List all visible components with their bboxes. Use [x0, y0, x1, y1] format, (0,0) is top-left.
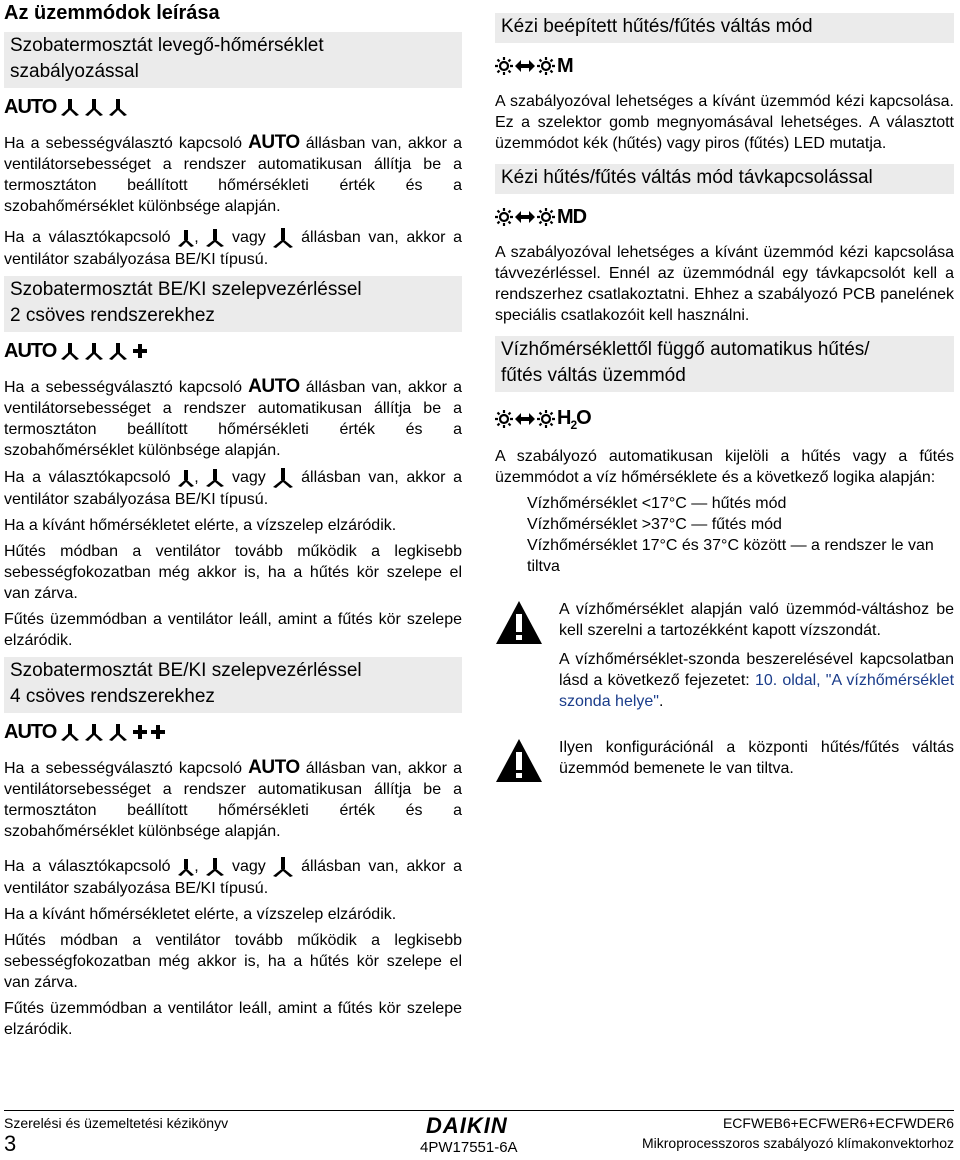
page-number: 3 — [4, 1131, 17, 1156]
text: Ha a sebességválasztó kapcsoló — [4, 135, 243, 152]
paragraph: A szabályozóval lehetséges a kívánt üzemmód kézi kapcsolása távvezérléssel. Ennél az üzemmódnál egy távkapcsolót kell a rendszerhez csatlakoztatni. Ehhez a szabályozó PCB panelének speciális csatlakozóit kell használni. — [495, 244, 954, 324]
fan-icon — [206, 468, 224, 488]
text: vagy — [232, 858, 266, 876]
text: O — [576, 406, 591, 429]
paragraph — [4, 376, 462, 461]
model-names: ECFWEB6+ECFWER6+ECFWDER6 — [722, 1115, 954, 1131]
sun-icon — [495, 410, 513, 428]
mode-symbol-remote — [495, 198, 954, 236]
auto-symbol: AUTO — [4, 339, 57, 362]
warning-text — [559, 737, 954, 790]
text: , — [194, 469, 199, 487]
text: vagy — [232, 469, 266, 487]
text: állásban van, akkor a ventilátor szabályozása BE/KI típusú. — [4, 858, 462, 897]
text: . — [658, 693, 664, 710]
heading-line-2: 4 csöves rendszerekhez — [10, 686, 215, 707]
double-arrow-icon — [515, 59, 535, 73]
page-footer — [4, 1110, 954, 1159]
fan-icon — [58, 722, 130, 742]
paragraph: Ha a kívánt hőmérsékletet elérte, a vízszelep elzáródik. — [4, 906, 397, 923]
paragraph — [4, 227, 462, 270]
double-arrow-icon — [515, 412, 535, 426]
logic-item: Vízhőmérséklet 17°C és 37°C között — a rendszer le van tiltva — [527, 537, 934, 575]
auto-label: AUTO — [248, 132, 300, 153]
paragraph — [559, 649, 954, 712]
logic-item: Vízhőmérséklet <17°C — hűtés mód — [527, 495, 787, 512]
text: Ha a sebességválasztó kapcsoló — [4, 379, 243, 396]
fan-icon — [178, 229, 194, 247]
paragraph: Fűtés üzemmódban a ventilátor leáll, amint a fűtés kör szelepe elzáródik. — [4, 1000, 462, 1038]
manual-title: Szerelési és üzemeltetési kézikönyv — [4, 1115, 229, 1131]
warning-icon-wrap — [495, 599, 543, 717]
brand-logo: DAIKIN — [426, 1113, 508, 1138]
text: Ha a választókapcsoló — [4, 858, 171, 876]
left-column — [4, 0, 462, 1045]
mode-symbol-water — [495, 400, 954, 438]
fan-icon — [206, 857, 224, 877]
mode-letter — [557, 407, 591, 432]
paragraph — [4, 132, 462, 217]
section-heading-air-temp — [4, 32, 462, 88]
paragraph: A szabályozó automatikusan kijelöli a hűtés vagy a fűtés üzemmódot a víz hőmérséklete és a következő logika alapján: — [495, 448, 954, 486]
text: A vízhőmérséklet-szonda beszerelésével kapcsolatban lásd a következő fejezetet: — [559, 651, 954, 689]
section-heading-water-temp — [495, 336, 954, 392]
text: vagy — [232, 229, 266, 247]
fan-icon — [273, 856, 293, 878]
heading-line-2: szabályozással — [10, 61, 139, 82]
auto-label: AUTO — [248, 376, 300, 397]
fan-icon — [178, 469, 194, 487]
section-heading-manual-changeover: Kézi beépített hűtés/fűtés váltás mód — [495, 13, 954, 43]
paragraph — [4, 856, 462, 899]
logic-list — [495, 493, 954, 577]
document-code: 4PW17551-6A — [420, 1139, 518, 1156]
right-column — [495, 0, 954, 790]
warning-icon-wrap — [495, 737, 543, 790]
sun-icon — [495, 208, 513, 226]
warning-block — [495, 599, 954, 717]
warning-icon — [495, 599, 543, 647]
heading-line-1: Vízhőmérséklettől függő automatikus hűtés/ — [501, 339, 870, 360]
section-heading-2pipe — [4, 276, 462, 332]
plus-icon — [132, 724, 148, 740]
mode-letter: MD — [557, 205, 587, 228]
fan-icon — [206, 228, 224, 248]
warning-text — [559, 599, 954, 717]
paragraph — [4, 757, 462, 842]
heading-line-1: Szobatermosztát BE/KI szelepvezérléssel — [10, 660, 362, 681]
mode-symbol-manual — [495, 47, 954, 85]
text: állásban van, akkor a ventilátorsebességet a rendszer automatikusan állítja be a termosztáton beállított hőmérsékleti érték és a szobahőmérséklet különbsége alapján. — [4, 135, 462, 215]
heading-line-2: fűtés váltás üzemmód — [501, 365, 686, 386]
text: Ha a választókapcsoló — [4, 469, 171, 487]
paragraph: Hűtés módban a ventilátor tovább működik a legkisebb sebességfokozatban még akkor is, ha a hűtés kör szelepe el van zárva. — [4, 543, 462, 602]
paragraph: Ha a kívánt hőmérsékletet elérte, a vízszelep elzáródik. — [4, 517, 397, 534]
text: állásban van, akkor a ventilátor szabályozása BE/KI típusú. — [4, 469, 462, 508]
paragraph — [4, 467, 462, 510]
fan-icon — [58, 341, 130, 361]
paragraph: Hűtés módban a ventilátor tovább működik a legkisebb sebességfokozatban még akkor is, ha a hűtés kör szelepe el van zárva. — [4, 932, 462, 991]
warning-icon — [495, 737, 543, 785]
sun-icon — [537, 57, 555, 75]
product-description: Mikroprocesszoros szabályozó klímakonvektorhoz — [641, 1135, 954, 1151]
mode-symbol-auto — [4, 88, 462, 126]
text: Ha a sebességválasztó kapcsoló — [4, 760, 243, 777]
sun-icon — [495, 57, 513, 75]
paragraph: Fűtés üzemmódban a ventilátor leáll, amint a fűtés kör szelepe elzáródik. — [4, 611, 462, 649]
cross-reference-link[interactable]: 10. oldal, "A vízhőmérséklet szonda helye" — [559, 672, 955, 710]
auto-label: AUTO — [248, 757, 300, 778]
page-title: Az üzemmódok leírása — [4, 2, 220, 24]
auto-symbol: AUTO — [4, 720, 57, 743]
sun-icon — [537, 208, 555, 226]
text: H — [557, 406, 571, 429]
heading-line-2: 2 csöves rendszerekhez — [10, 305, 215, 326]
fan-icon — [178, 858, 194, 876]
warning-block — [495, 737, 954, 790]
text: állásban van, akkor a ventilátor szabályozása BE/KI típusú. — [4, 229, 462, 268]
mode-letter: M — [557, 54, 573, 77]
paragraph: A vízhőmérséklet alapján való üzemmód-váltáshoz be kell szerelni a tartozékként kapott vízszondát. — [559, 601, 954, 639]
text: , — [194, 858, 199, 876]
text: állásban van, akkor a ventilátorsebességet a rendszer automatikusan állítja be a termosztáton beállított hőmérsékleti érték és a szobahőmérséklet különbsége alapján. — [4, 760, 462, 840]
mode-symbol-auto-plus — [4, 332, 462, 370]
text: állásban van, akkor a ventilátorsebességet a rendszer automatikusan állítja be a termosztáton beállított hőmérsékleti érték és a szobahőmérséklet különbsége alapján. — [4, 379, 462, 459]
logic-item: Vízhőmérséklet >37°C — fűtés mód — [527, 516, 782, 533]
fan-icon — [273, 227, 293, 249]
fan-icon — [273, 467, 293, 489]
plus-icon — [132, 343, 148, 359]
double-arrow-icon — [515, 210, 535, 224]
heading-line-1: Szobatermosztát BE/KI szelepvezérléssel — [10, 279, 362, 300]
paragraph: Ilyen konfigurációnál a központi hűtés/fűtés váltás üzemmód bemenete le van tiltva. — [559, 739, 954, 777]
mode-symbol-auto-plus-plus — [4, 713, 462, 751]
text: 2 — [570, 417, 577, 432]
section-heading-remote-changeover: Kézi hűtés/fűtés váltás mód távkapcsolással — [495, 164, 954, 194]
fan-icon — [58, 97, 130, 117]
heading-line-1: Szobatermosztát levegő-hőmérséklet — [10, 35, 324, 56]
text: Ha a választókapcsoló — [4, 229, 171, 247]
section-heading-4pipe — [4, 657, 462, 713]
sun-icon — [537, 410, 555, 428]
auto-symbol: AUTO — [4, 95, 57, 118]
paragraph: A szabályozóval lehetséges a kívánt üzemmód kézi kapcsolása. Ez a szelektor gomb megnyomásával lehetséges. A választott üzemmódot kék (hűtés) vagy piros (fűtés) LED mutatja. — [495, 93, 954, 152]
plus-icon — [150, 724, 166, 740]
text: , — [194, 229, 199, 247]
